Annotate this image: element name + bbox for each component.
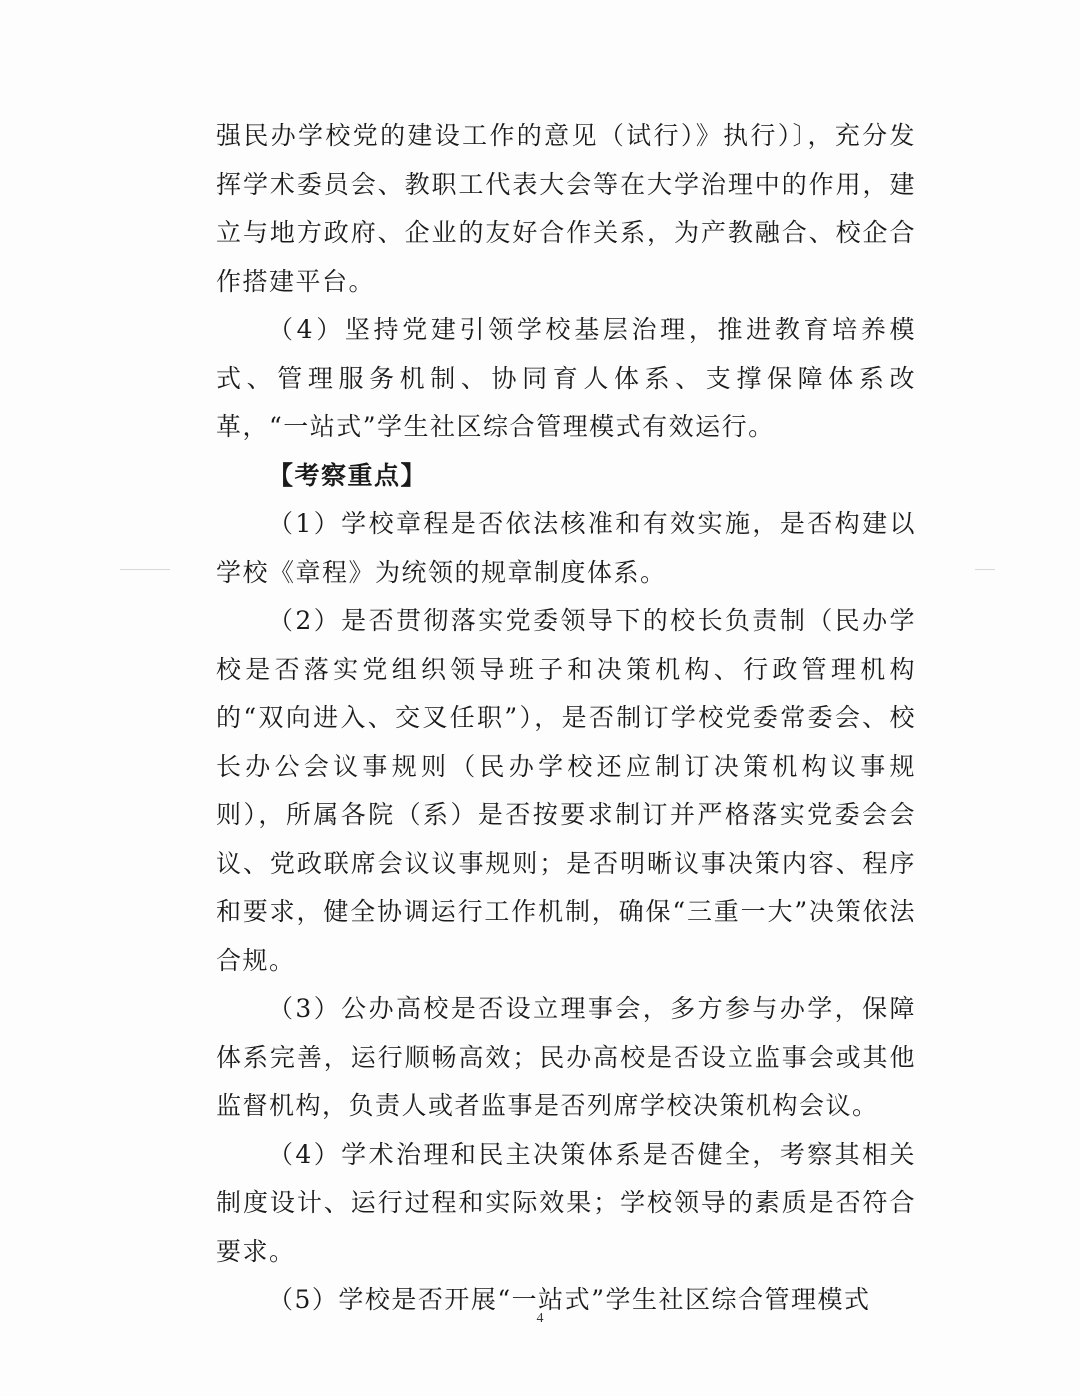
review-point-4: （4）学术治理和民主决策体系是否健全，考察其相关制度设计、运行过程和实际效果；学校领导的素质是否符合要求。	[216, 1139, 916, 1266]
item-4-paragraph: （4）坚持党建引领学校基层治理，推进教育培养模式、管理服务机制、协同育人体系、支撑保障体系改革，“一站式”学生社区综合管理模式有效运行。	[216, 315, 916, 441]
continuation-paragraph: 强民办学校党的建设工作的意见（试行）》执行）〕，充分发挥学术委员会、教职工代表大会等在大学治理中的作用，建立与地方政府、企业的友好合作关系，为产教融合、校企合作搭建平台。	[216, 121, 916, 296]
review-point-3: （3）公办高校是否设立理事会，多方参与办学，保障体系完善，运行顺畅高效；民办高校是否设立监事会或其他监督机构，负责人或者监事是否列席学校决策机构会议。	[216, 994, 916, 1120]
review-point-5: （5）学校是否开展“一站式”学生社区综合管理模式	[268, 1285, 871, 1314]
document-body	[216, 112, 916, 1325]
scan-mark-left	[120, 569, 170, 570]
review-point-1: （1）学校章程是否依法核准和有效实施，是否构建以学校《章程》为统领的规章制度体系。	[216, 509, 916, 587]
review-point-2: （2）是否贯彻落实党委领导下的校长负责制（民办学校是否落实党组织领导班子和决策机构、行政管理机构的“双向进入、交叉任职”），是否制订学校党委常委会、校长办公会议事规则（民办学校还应制订决策机构议事规则），所属各院（系）是否按要求制订并严格落实党委会会议、党政联席会议议事规则；是否明晰议事决策内容、程序和要求，健全协调运行工作机制，确保“三重一大”决策依法合规。	[216, 606, 916, 975]
page-number: 4	[536, 1311, 544, 1326]
section-heading: 【考察重点】	[268, 460, 428, 490]
scan-mark-right	[975, 569, 995, 570]
